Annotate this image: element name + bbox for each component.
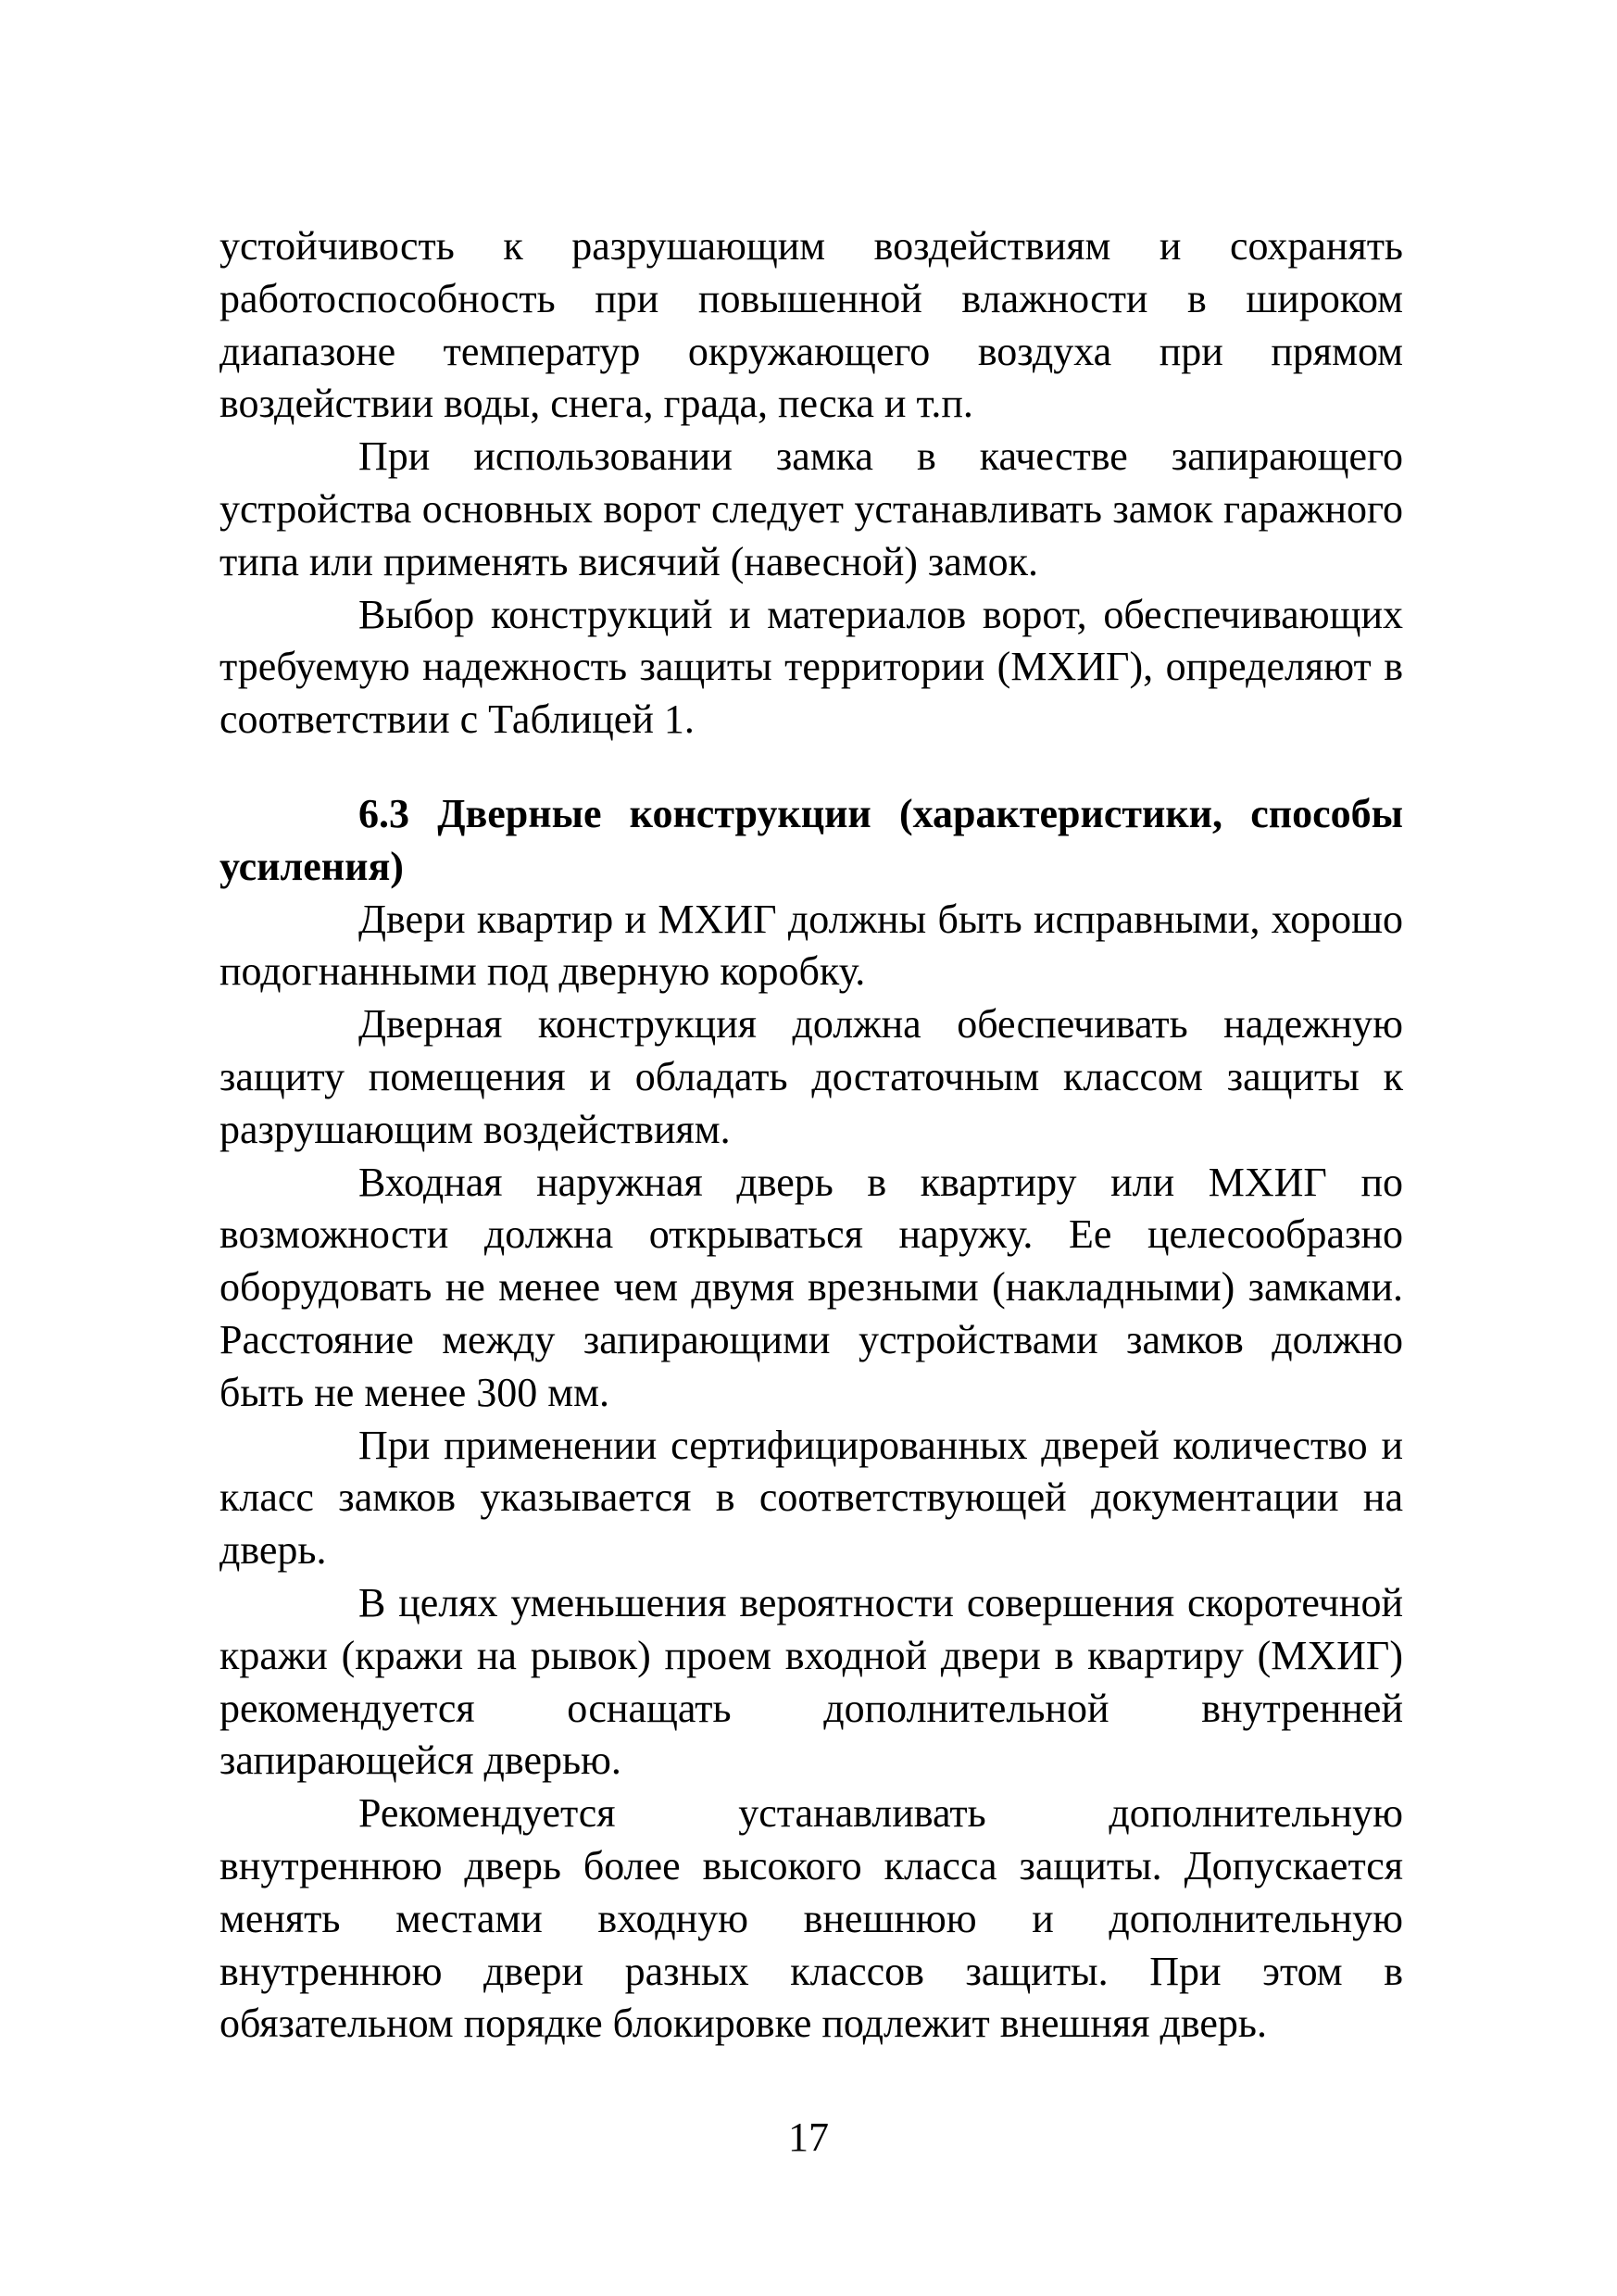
paragraph-certified-doors: При применении сертифицированных дверей количество и класс замков указывается в соответствующей документации на дверь.: [219, 1422, 1403, 1574]
paragraph-doors-condition: Двери квартир и МХИГ должны быть исправными, хорошо подогнанными под дверную коробку.: [219, 896, 1403, 995]
paragraph-entrance-door: Входная наружная дверь в квартиру или МХИГ по возможности должна открываться наружу. Ее целесообразно оборудовать не менее чем двумя врезными (накладными) замками. Расстояние между запирающими устройствами замков должно быть не менее 300 мм.: [219, 1159, 1403, 1415]
section-heading: 6.3 Дверные конструкции (характеристики, способы усиления): [219, 790, 1403, 889]
paragraph-door-protection: Дверная конструкция должна обеспечивать надежную защиту помещения и обладать достаточным классом защиты к разрушающим воздействиям.: [219, 1001, 1403, 1152]
paragraph-inner-door: В целях уменьшения вероятности совершения скоротечной кражи (кражи на рывок) проем входной двери в квартиру (МХИГ) рекомендуется оснащать дополнительной внутренней запирающейся дверью.: [219, 1579, 1403, 1784]
paragraph-gate-materials: Выбор конструкций и материалов ворот, обеспечивающих требуемую надежность защиты территории (МХИГ), определяют в соответствии с Таблицей 1.: [219, 591, 1403, 743]
paragraph-lock-usage: При использовании замка в качестве запирающего устройства основных ворот следует устанавливать замок гаражного типа или применять висячий (навесной) замок.: [219, 433, 1403, 584]
paragraph-protection-class: Рекомендуется устанавливать дополнительную внутреннюю дверь более высокого класса защиты. Допускается менять местами входную внешнюю и дополнительную внутреннюю двери разных классов защиты. При этом в обязательном порядке блокировке подлежит внешняя дверь.: [219, 1790, 1403, 2047]
page-number: 17: [788, 2114, 829, 2160]
document-page: [219, 220, 1403, 2051]
paragraph-continuation: устойчивость к разрушающим воздействиям и сохранять работоспособность при повышенной влажности в широком диапазоне температур окружающего воздуха при прямом воздействии воды, снега, града, песка и т.п.: [219, 223, 1403, 427]
